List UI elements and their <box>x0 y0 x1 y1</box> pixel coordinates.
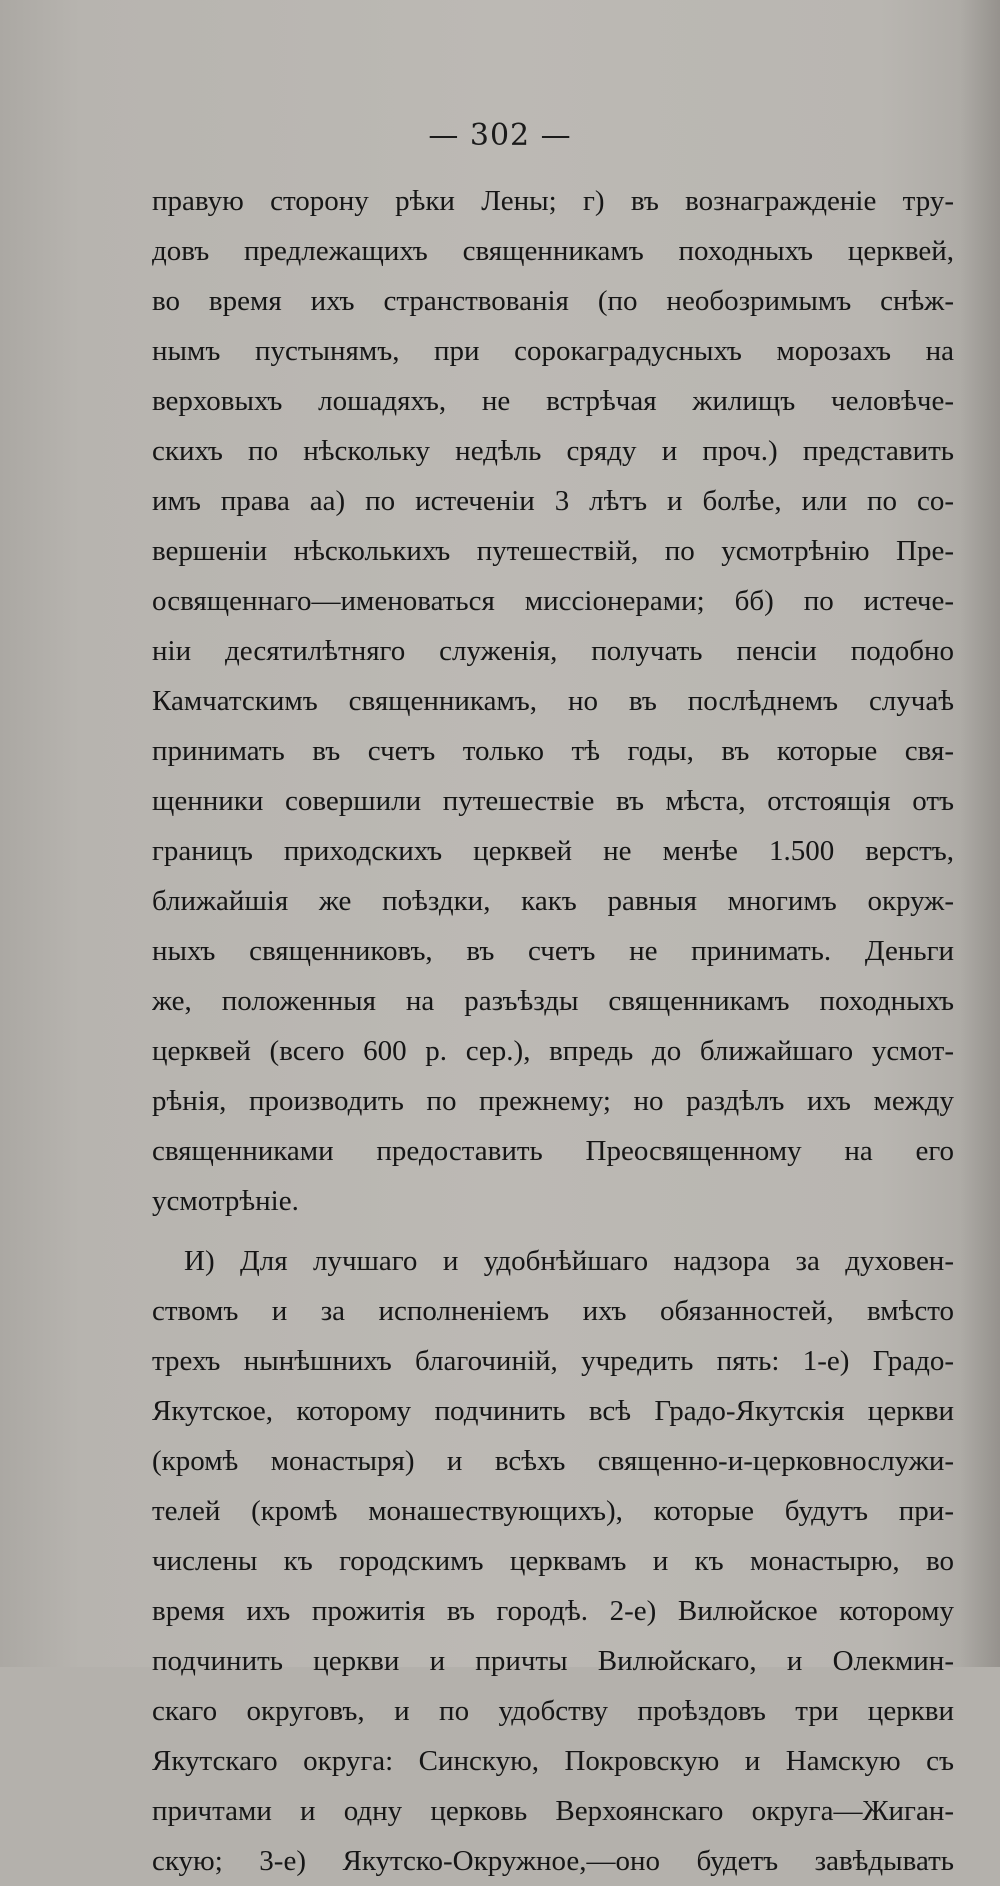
text-line: числены къ городскимъ церквамъ и къ монастырю, во <box>152 1545 954 1577</box>
text-line: верховыхъ лошадяхъ, не встрѣчая жилищъ человѣче- <box>152 385 954 417</box>
paragraph <box>152 176 954 1226</box>
paragraph <box>152 1236 954 1886</box>
body-text <box>152 176 954 1886</box>
text-line: же, положенныя на разъѣзды священникамъ походныхъ <box>152 985 954 1017</box>
text-line: причтами и одну церковь Верхоянскаго округа—Жиган- <box>152 1795 954 1827</box>
text-line: рѣнія, производить по прежнему; но раздѣлъ ихъ между <box>152 1085 954 1117</box>
page-edge-shadow <box>960 0 1000 1667</box>
text-line: вершеніи нѣсколькихъ путешествій, по усмотрѣнію Пре- <box>152 535 954 567</box>
text-line: щенники совершили путешествіе въ мѣста, отстоящія отъ <box>152 785 954 817</box>
text-line: священниками предоставить Преосвященному на его <box>152 1135 954 1167</box>
text-line: довъ предлежащихъ священникамъ походныхъ церквей, <box>152 235 954 267</box>
text-line: нымъ пустынямъ, при сорокаградусныхъ морозахъ на <box>152 335 954 367</box>
text-line: Якутское, которому подчинить всѣ Градо-Якутскія церкви <box>152 1395 954 1427</box>
text-line: ствомъ и за исполненіемъ ихъ обязанностей, вмѣсто <box>152 1295 954 1327</box>
text-line: правую сторону рѣки Лены; г) въ вознагражденіе тру- <box>152 185 954 217</box>
text-line: телей (кромѣ монашествующихъ), которые будутъ при- <box>152 1495 954 1527</box>
text-line: скаго округовъ, и по удобству проѣздовъ три церкви <box>152 1695 954 1727</box>
text-line: Якутскаго округа: Синскую, Покровскую и Намскую съ <box>152 1745 954 1777</box>
text-line: ніи десятилѣтняго служенія, получать пенсіи подобно <box>152 635 954 667</box>
text-line: скую; 3-е) Якутско-Окружное,—оно будетъ завѣдывать <box>152 1845 954 1877</box>
paragraph-spacer <box>152 1226 954 1236</box>
text-line: трехъ нынѣшнихъ благочиній, учредить пять: 1-е) Градо- <box>152 1345 954 1377</box>
text-line: во время ихъ странствованія (по необозримымъ снѣж- <box>152 285 954 317</box>
text-line: подчинить церкви и причты Вилюйскаго, и Олекмин- <box>152 1645 954 1677</box>
text-line: время ихъ прожитія въ городѣ. 2-е) Вилюйское которому <box>152 1595 954 1627</box>
text-line: усмотрѣніе. <box>152 1185 299 1217</box>
text-line: освященнаго—именоваться миссіонерами; бб) по истече- <box>152 585 954 617</box>
text-line: ныхъ священниковъ, въ счетъ не принимать. Деньги <box>152 935 954 967</box>
text-line: принимать въ счетъ только тѣ годы, въ которые свя- <box>152 735 954 767</box>
page-number: — 302 — <box>428 118 572 153</box>
text-line: Камчатскимъ священникамъ, но въ послѣднемъ случаѣ <box>152 685 954 717</box>
text-line: церквей (всего 600 р. сер.), впредь до ближайшаго усмот- <box>152 1035 954 1067</box>
text-line: И) Для лучшаго и удобнѣйшаго надзора за духовен- <box>184 1245 954 1277</box>
text-line: имъ права аа) по истеченіи 3 лѣтъ и болѣе, или по со- <box>152 485 954 517</box>
text-line: скихъ по нѣскольку недѣль сряду и проч.) представить <box>152 435 954 467</box>
text-line: границъ приходскихъ церквей не менѣе 1.500 верстъ, <box>152 835 954 867</box>
text-line: ближайшія же поѣздки, какъ равныя многимъ окруж- <box>152 885 954 917</box>
text-line: (кромѣ монастыря) и всѣхъ священно-и-церковнослужи- <box>152 1445 954 1477</box>
